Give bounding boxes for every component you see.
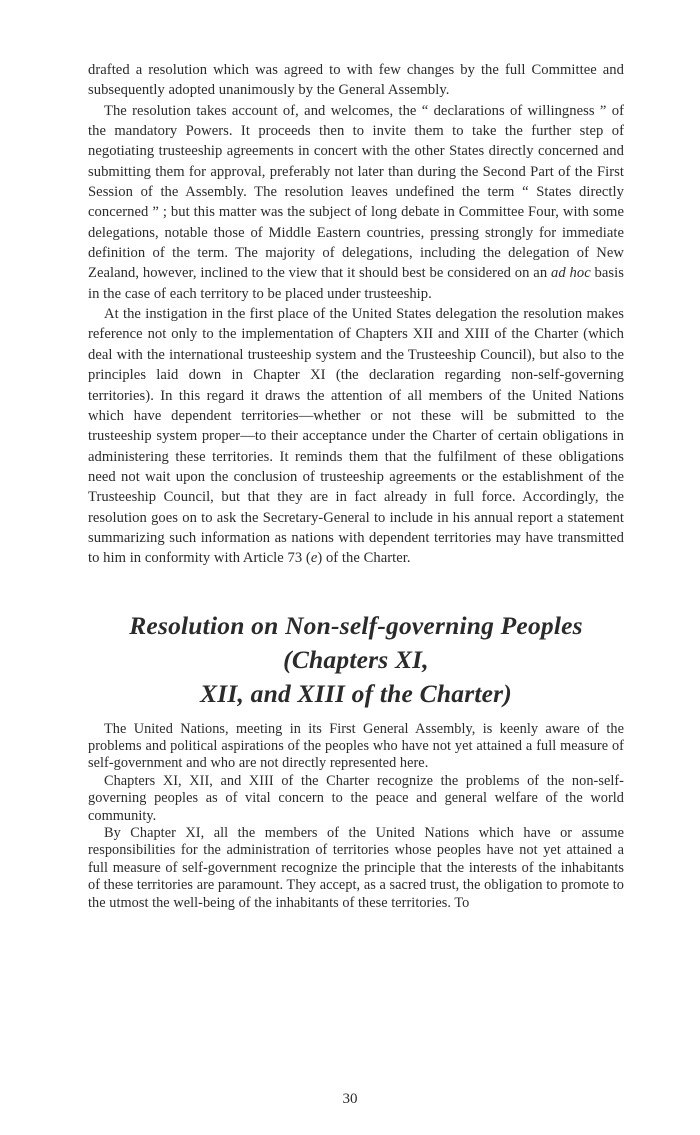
paragraph-3-text: At the instigation in the first place of the United States delegation the resolution makes reference not only to the implementation of Chapters XII and XIII of the Charter (which deal with the international trusteeship system and the Trusteeship Council), but also to the principles laid down in Chapter XI (the declaration regarding non-self-governing territories). In this regard it draws the attention of all members of the United Nations which have dependent territories—whether or not these will be submitted to the trusteeship system proper—to their acceptance under the Charter of certain obligations in administering these territories. It reminds them that the fulfilment of these obligations need not wait upon the conclusion of trusteeship agreements or the establishment of the Trusteeship Council, but that they are in fact already in full force. Accordingly, the resolution goes on to ask the Secretary-General to include in his annual report a statement summarizing such information as nations with dependent territories may have transmitted to him in conformity with Article 73 ( xyxy=(88,306,624,567)
paragraph-2-end: basis in the case of each territory to be placed under trusteeship. xyxy=(88,265,624,302)
resolution-text xyxy=(88,721,624,912)
section-heading-line-2: XII, and XIII of the Charter) xyxy=(200,678,512,708)
paragraph-1 xyxy=(88,60,624,101)
paragraph-2 xyxy=(88,101,624,304)
page-number: 30 xyxy=(342,1091,358,1107)
paragraph-1-text: drafted a resolution which was agreed to with few changes by the full Committee and subsequently adopted unanimously by the General Assembly. xyxy=(88,62,624,99)
ad-hoc-italic: ad hoc xyxy=(550,265,591,282)
paragraph-2-text: The resolution takes account of, and welcomes, the “ declarations of willingness ” of the mandatory Powers. It proceeds then to invite them to take the further step of negotiating trusteeship agreements in concert with the other States directly concerned and submitting them for approval, preferably not later than during the Second Part of the First Session of the Assembly. The resolution leaves undefined the term “ States directly concerned ” ; but this matter was the subject of long debate in Committee Four, with some delegations, notable those of Middle Eastern countries, pressing strongly for immediate definition of the term. The majority of delegations, including the delegation of New Zealand, however, inclined to the view that it should best be considered on an xyxy=(88,102,624,282)
paragraph-3 xyxy=(88,304,624,568)
resolution-paragraph-1: The United Nations, meeting in its First General Assembly, is keenly aware of the problems and political aspirations of the peoples who have not yet attained a full measure of self-government and who are not directly represented here. xyxy=(88,720,624,772)
section-heading xyxy=(88,609,624,711)
page-content xyxy=(88,60,624,912)
paragraph-3-end: ) of the Charter. xyxy=(317,550,411,567)
section-heading-line-1: Resolution on Non-self-governing Peoples (Chapters XI, xyxy=(129,610,583,674)
resolution-paragraph-2: Chapters XI, XII, and XIII of the Charter recognize the problems of the non-self-governing peoples as of vital concern to the peace and general welfare of the world community. xyxy=(88,772,624,824)
article-letter-italic: e xyxy=(310,550,318,567)
resolution-paragraph-3: By Chapter XI, all the members of the United Nations which have or assume responsibilities for the administration of territories whose peoples have not yet attained a full measure of self-government recognize the principle that the interests of the inhabitants of these territories are paramount. They accept, as a sacred trust, the obligation to promote to the utmost the well-being of the inhabitants of these territories. To xyxy=(88,825,624,911)
